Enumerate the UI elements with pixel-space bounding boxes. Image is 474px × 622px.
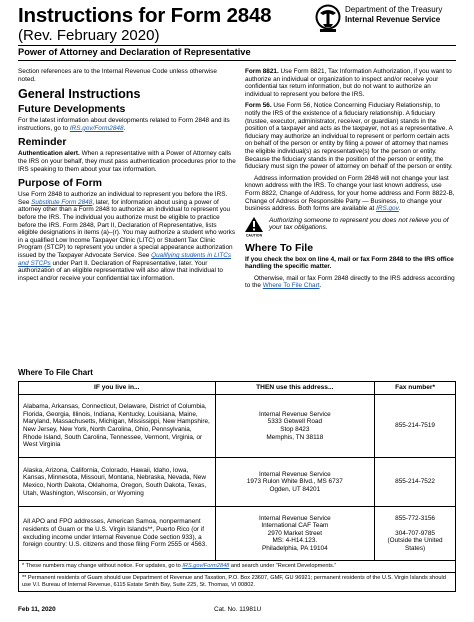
footer-date: Feb 11, 2020 [18,606,56,613]
states-cell: Alabama, Arkansas, Connecticut, Delaware, District of Columbia, Florida, Georgia, Illinois, Indiana, Kentucky, Louisiana, Maine, Maryland, Massachusetts, Michigan, Mississippi, New Hampshire, New Jersey, New York, North Carolina, Ohio, Pennsylvania, Rhode Island, South Carolina, Tennessee, Vermont, Virginia, or West Virginia [19,395,216,458]
intro-text: Section references are to the Internal Revenue Code unless otherwise noted. [18,68,217,83]
reminder-heading: Reminder [18,136,67,149]
future-developments-text: For the latest information about developments related to Form 2848 and its instructions, go to IRS.gov/Form2848. [18,117,230,132]
guam-footnote: ** Permanent residents of Guam should use Department of Revenue and Taxation, P.O. Box 23607, GMF, GU 96921; permanent residents of the U.S. Virgin Islands should use V.I. Bureau of Internal Revenue, 6115 Estate Smith Bay, Suite 225, St. Thomas, VI 00802. [19,573,456,592]
fax-cell: 855-214-7519 [375,395,456,458]
header-rule [18,45,456,46]
table-row [19,507,456,561]
dept-line-1: Department of the Treasury [345,5,443,14]
states-cell: Alaska, Arizona, California, Colorado, Hawaii, Idaho, Iowa, Kansas, Minnesota, Missouri, Montana, Nebraska, Nevada, New Mexico, North Dakota, Oklahoma, Oregon, South Dakota, Texas, Utah, Washington, Wisconsin, or Wyoming [19,458,216,507]
page-title: Instructions for Form 2848 [18,4,272,27]
substitute-form-link[interactable]: Substitute Form 2848 [31,198,93,206]
address-cell: Internal Revenue Service 1973 Rulon White Blvd., MS 6737 Ogden, UT 84201 [215,458,375,507]
header-fax: Fax number* [375,382,456,395]
irs-eagle-logo-icon [314,3,342,33]
department-label [345,5,442,25]
header-address: THEN use this address... [215,382,375,395]
footer-cat-number: Cat. No. 11981U [214,606,262,613]
address-cell: Internal Revenue Service 5333 Getwell Road Stop 8423 Memphis, TN 38118 [215,395,375,458]
where-to-file-text: Otherwise, mail or fax Form 2848 directly to the IRS address according to the Where To File Chart. [245,274,455,290]
general-instructions-heading: General Instructions [18,87,141,102]
footnote-form2848-link[interactable]: IRS.gov/Form2848 [182,563,230,569]
subtitle-rule [18,60,456,61]
form-8821-text: Form 8821. Use Form 8821, Tax Information Authorization, if you want to authorize an individual or organization to inspect and/or receive your confidential tax return information, but do not want to authorize an individual to represent you before the IRS. [245,68,452,98]
purpose-text: Use Form 2848 to authorize an individual to represent you before the IRS. See Substitute Form 2848, later, for information about using a power of attorney other than a Form 2848 to authorize an individual to represent you before the IRS. The individual you authorize must be eligible to practice before the IRS. Form 2848, Part II, Declaration of Representative, lists eligible designations in items (a)–(r). You may authorize a student who works in a qualified Low Income Taxpayer Clinic (LITC) or Student Tax Clinic Program (STCP) to represent you under a special appearance authorization issued by the Taxpayer Advocate Service. See Qualifying students in LITCs and STCPs under Part II. Declaration of Representative, later. Your authorization of an eligible representative will also allow that individual to inspect and/or receive your confidential tax information. [18,191,236,282]
fax-footnote: * These numbers may change without notice. For updates, go to IRS.gov/Form2848 and search under “Recent Developments.” [19,561,456,573]
right-column [245,68,457,294]
page-subtitle: Power of Attorney and Declaration of Representative [18,47,251,57]
address-info-text: Address information provided on Form 2848 will not change your last known address with the IRS. To change your last known address, use Form 8822, Change of Address, for your home address and Form 8822-B, Change of Address or Responsible Party — Business, to change your business address. Both forms are available at IRS.gov. [245,174,455,213]
table-note-row [19,561,456,573]
caution-box [245,217,457,237]
where-to-file-table [18,381,456,592]
table-note-row [19,573,456,592]
caution-label: CAUTION [245,233,263,237]
where-to-file-chart-title: Where To File Chart [18,368,93,377]
table-header-row [19,382,456,395]
where-to-file-bold-text: If you check the box on line 4, mail or fax Form 2848 to the IRS office handling the specific matter. [245,255,454,271]
caution-text: Authorizing someone to represent you does not relieve you of your tax obligations. [269,216,449,232]
future-developments-heading: Future Developments [18,103,126,116]
irs-gov-link[interactable]: IRS.gov [376,205,399,213]
header-states: IF you live in... [19,382,216,395]
reminder-lead: Authentication alert. [18,150,80,158]
where-to-file-heading: Where To File [245,241,314,254]
table-row [19,395,456,458]
address-cell: Internal Revenue Service International CAF Team 2970 Market Street MS: 4-H14.123. Philadelphia, PA 19104 [215,507,375,561]
dept-line-2: Internal Revenue Service [345,15,441,24]
where-to-file-chart-link[interactable]: Where To File Chart [262,282,320,290]
left-column [18,68,236,286]
fax-cell: 855-214-7522 [375,458,456,507]
reminder-text: Authentication alert. When a representative with a Power of Attorney calls the IRS on your behalf, they must pass authentication procedures prior to the IRS speaking to them about your tax information. [18,150,236,173]
form-56-text: Form 56. Use Form 56, Notice Concerning Fiduciary Relationship, to notify the IRS of the existence of a fiduciary relationship. A fiduciary (trustee, executor, administrator, receiver, or guardian) stands in the position of a taxpayer and acts as the taxpayer, not as a representative. A fiduciary may authorize an individual to represent or perform certain acts on behalf of the person or entity by filing a power of attorney that names the eligible individual(s) as representative(s) for the person or entity. Because the fiduciary stands in the position of the person or entity, the fiduciary must sign the power of attorney on behalf of the person or entity. [245,102,453,171]
purpose-heading: Purpose of Form [18,177,103,190]
states-cell: All APO and FPO addresses, American Samoa, nonpermanent residents of Guam or the U.S. Virgin Islands**, Puerto Rico (or if excluding income under Internal Revenue Code section 933), a foreign country: U.S. citizens and those filing Form 2555 or 4563. [19,507,216,561]
fax-cell: 855-772-3156 304-707-9785 (Outside the United States) [375,507,456,561]
caution-icon [245,217,263,237]
qualifying-students-link[interactable]: Qualifying students in LITCs and STCPs [18,251,232,267]
form2848-link[interactable]: IRS.gov/Form2848 [69,124,124,132]
table-row [19,458,456,507]
revision-date: (Rev. February 2020) [18,27,160,44]
